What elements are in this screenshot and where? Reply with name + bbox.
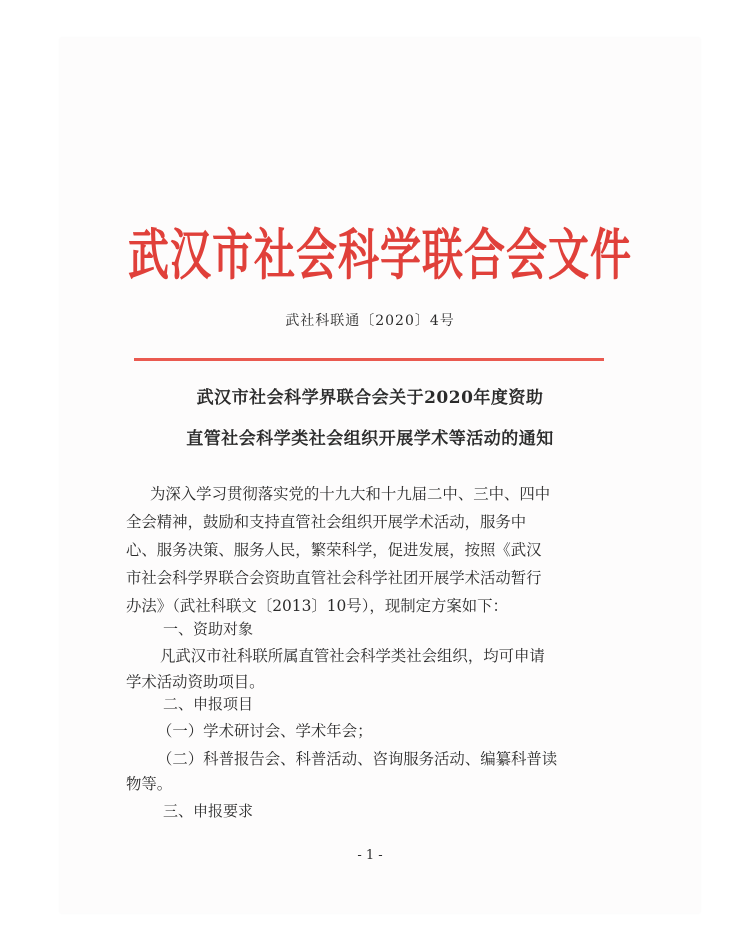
intro-line-4: 市社会科学界联合会资助直管社会科学社团开展学术活动暂行 (126, 569, 542, 587)
section-2-item-2-line-2: 物等。 (126, 775, 173, 793)
masthead-title: 武汉市社会科学联合会文件 (128, 222, 632, 288)
notice-title-line-1: 武汉市社会科学界联合会关于2020年度资助 (196, 388, 544, 408)
intro-line-1: 为深入学习贯彻落实党的十九大和十九届二中、三中、四中 (150, 485, 551, 503)
intro-line-5: 办法》（武社科联文〔2013〕10号），现制定方案如下： (126, 597, 508, 615)
section-1-heading: 一、资助对象 (163, 620, 254, 638)
section-1-line-2: 学术活动资助项目。 (126, 673, 265, 691)
section-2-item-2-line-1: （二）科普报告会、科普活动、咨询服务活动、编纂科普读 (157, 750, 558, 768)
section-1-line-1: 凡武汉市社科联所属直管社会科学类社会组织，均可申请 (160, 647, 545, 665)
intro-line-3: 心、服务决策、服务人民，繁荣科学，促进发展，按照《武汉 (126, 541, 542, 559)
red-divider-line (134, 358, 604, 361)
page-number: - 1 - (357, 848, 383, 863)
section-2-heading: 二、申报项目 (163, 695, 254, 713)
section-2-item-1: （一）学术研讨会、学术年会； (157, 722, 373, 740)
section-3-heading: 三、申报要求 (163, 802, 254, 820)
intro-line-2: 全会精神，鼓励和支持直管社会组织开展学术活动，服务中 (126, 513, 527, 531)
document-number: 武社科联通〔2020〕4号 (285, 313, 455, 329)
notice-title-line-2: 直管社会科学类社会组织开展学术等活动的通知 (186, 429, 554, 449)
